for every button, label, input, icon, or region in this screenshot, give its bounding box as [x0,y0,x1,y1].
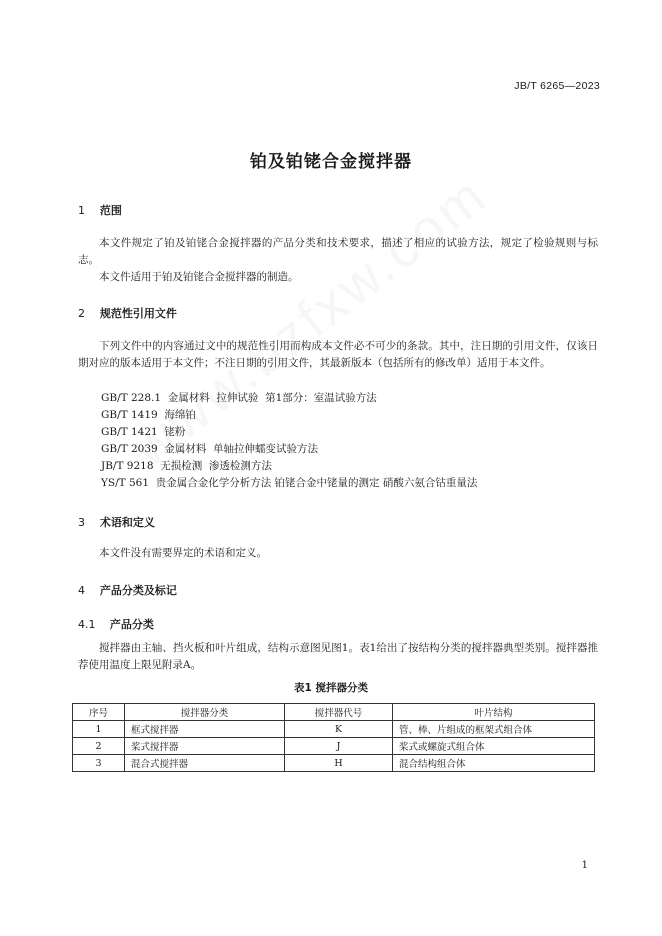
table-cell: 1 [73,721,125,738]
table-cell: H [285,755,393,772]
subsection-heading-product-classification [78,616,154,632]
reference-item: GB/T 228.1 金属材料 拉伸试验 第1部分：室温试验方法 [101,392,377,404]
page-title: 铂及铂铑合金搅拌器 [250,152,412,172]
table-cell: K [285,721,393,738]
column-header: 搅拌器代号 [285,704,393,721]
reference-item: GB/T 2039 金属材料 单轴拉伸蠕变试验方法 [101,443,319,455]
paragraph-scope-2: 本文件适用于铂及铂铑合金搅拌器的制造。 [99,271,299,283]
column-header: 搅拌器分类 [125,704,285,721]
document-number: JB/T 6265—2023 [514,80,600,92]
classification-table [72,703,595,772]
page-number: 1 [581,860,588,871]
section-number: 3 [78,516,85,529]
table-cell: 混合结构组合体 [393,755,595,772]
section-number: 1 [78,204,85,217]
table-row [73,738,595,755]
reference-item: JB/T 9218 无损检测 渗透检测方法 [101,460,272,472]
section-heading-classification [78,582,177,598]
table-cell: J [285,738,393,755]
reference-item: YS/T 561 贵金属合金化学分析方法 铂铑合金中铑量的测定 硝酸六氨合钴重量法 [101,477,478,489]
table-cell: 混合式搅拌器 [125,755,285,772]
section-number: 4 [78,584,85,597]
reference-item: GB/T 1419 海绵铂 [101,409,196,421]
section-heading-scope [78,202,122,218]
section-heading-terms [78,514,155,530]
table-cell: 管、棒、片组成的框架式组合体 [393,721,595,738]
reference-item: GB/T 1421 铑粉 [101,426,186,438]
section-title: 产品分类 [109,618,154,631]
paragraph-terms: 本文件没有需要界定的术语和定义。 [99,547,267,559]
section-title: 规范性引用文件 [99,307,177,320]
section-number: 2 [78,307,85,320]
section-number: 4.1 [78,618,96,631]
table-cell: 框式搅拌器 [125,721,285,738]
column-header: 序号 [73,704,125,721]
section-heading-references [78,305,177,321]
section-title: 产品分类及标记 [99,584,177,597]
paragraph-references-intro: 下列文件中的内容通过文中的规范性引用而构成本文件必不可少的条款。其中，注日期的引用文件，仅该日期对应的版本适用于本文件；不注日期的引用文件，其最新版本（包括所有的修改单）适用于本文件。 [78,340,598,369]
table-cell: 桨式或螺旋式组合体 [393,738,595,755]
table-row [73,721,595,738]
table-row [73,755,595,772]
table-header-row [73,704,595,721]
paragraph-classification: 搅拌器由主轴、挡火板和叶片组成，结构示意图见图1。表1给出了按结构分类的搅拌器典型类别。搅拌器推荐使用温度上限见附录A。 [78,642,598,671]
table-caption: 表1 搅拌器分类 [294,682,368,694]
paragraph-scope-1: 本文件规定了铂及铂铑合金搅拌器的产品分类和技术要求，描述了相应的试验方法，规定了检验规则与标志。 [78,237,598,266]
table-cell: 桨式搅拌器 [125,738,285,755]
table-cell: 3 [73,755,125,772]
table-cell: 2 [73,738,125,755]
section-title: 范围 [99,204,122,217]
column-header: 叶片结构 [393,704,595,721]
section-title: 术语和定义 [99,516,155,529]
